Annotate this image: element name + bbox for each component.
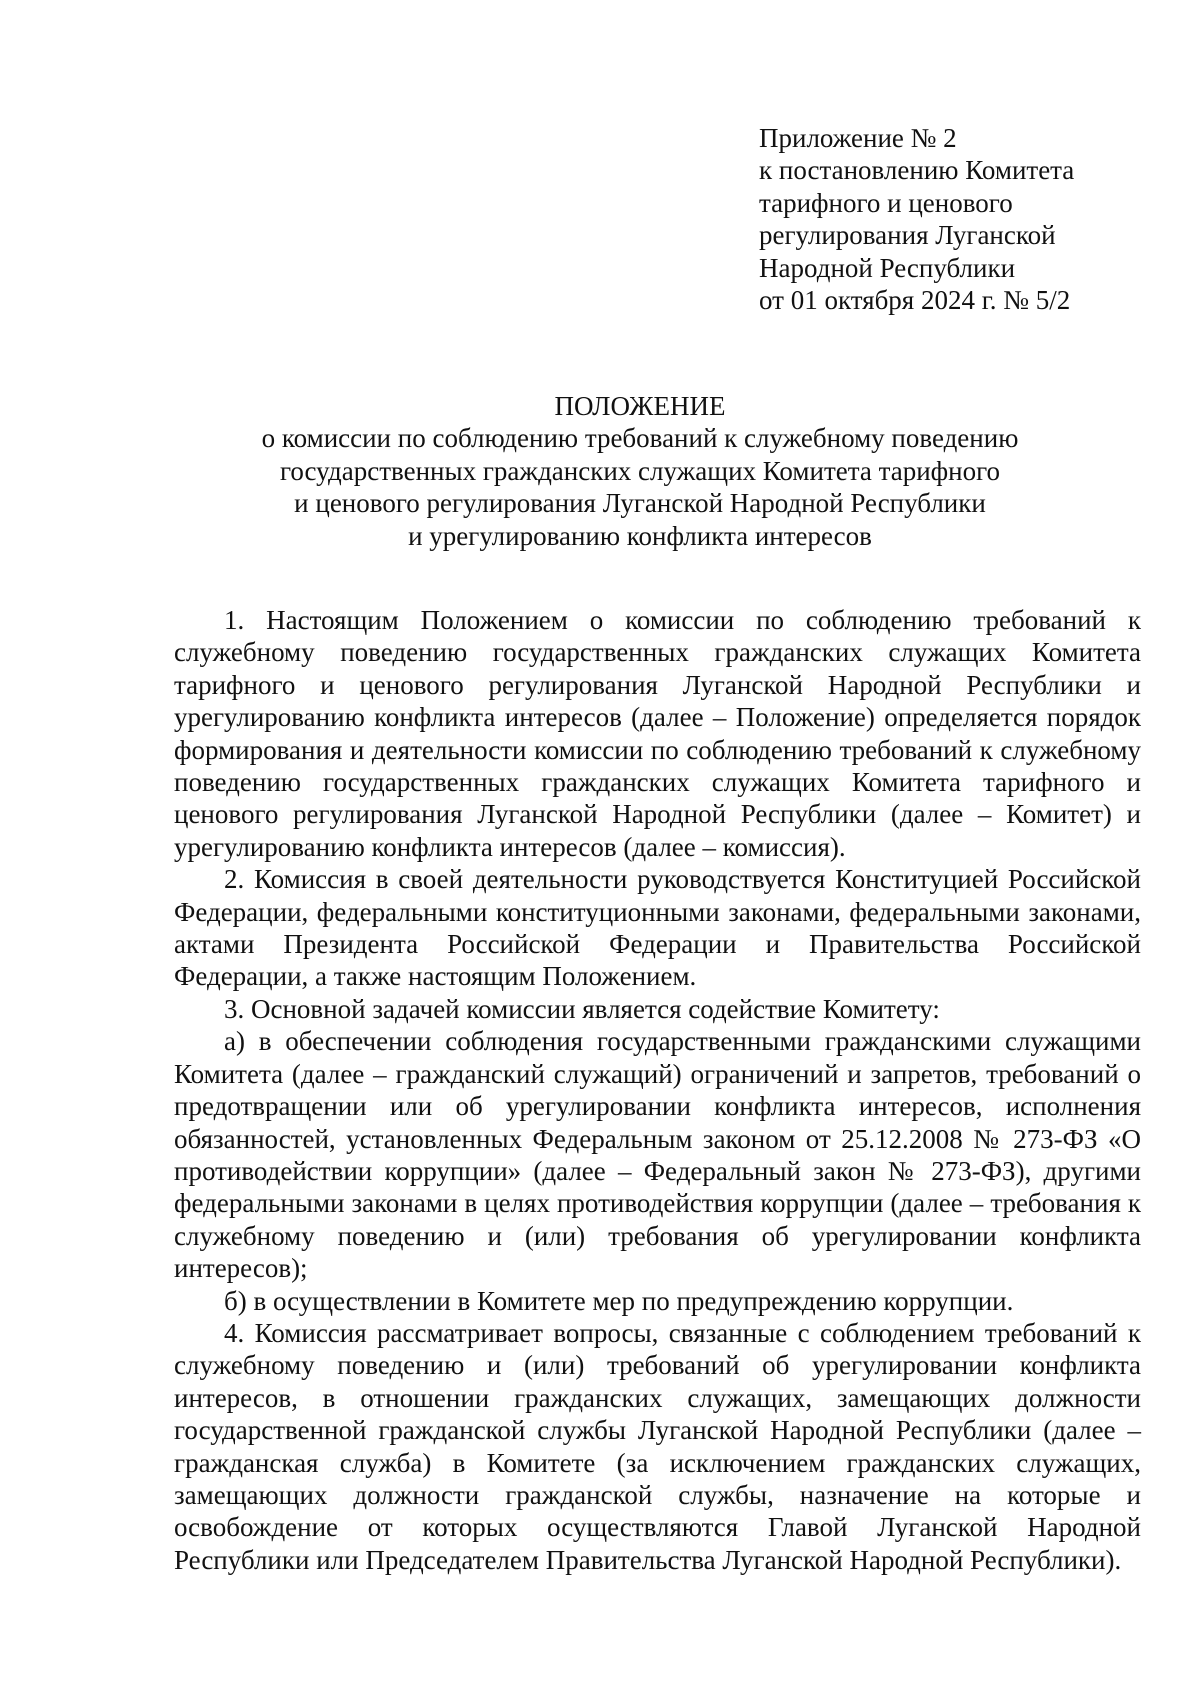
paragraph: 4. Комиссия рассматривает вопросы, связанные с соблюдением требований к служебному поведению и (или) требований об урегулировании конфликта интересов, в отношении гражданских служащих, замещающих должности государственной гражданской службы Луганской Народной Республики (далее – гражданская служба) в Комитете (за исключением гражданских служащих, замещающих должности гражданской службы, назначение на которые и освобождение от которых осуществляются Главой Луганской Народной Республики или Председателем Правительства Луганской Народной Республики). — [174, 1317, 1141, 1575]
document-title — [150, 390, 1130, 552]
title-line: и ценового регулирования Луганской Народной Республики — [294, 488, 986, 519]
title-line: государственных гражданских служащих Комитета тарифного — [279, 455, 1001, 486]
paragraph: а) в обеспечении соблюдения государственными гражданскими служащими Комитета (далее – гражданский служащий) ограничений и запретов, требований о предотвращении или об урегулировании конфликта интересов, исполнения обязанностей, установленных Федеральным законом от 25.12.2008 № 273-ФЗ «О противодействии коррупции» (далее – Федеральный закон № 273-ФЗ), другими федеральными законами в целях противодействия коррупции (далее – требования к служебному поведению и (или) требования об урегулировании конфликта интересов); — [174, 1026, 1141, 1284]
annex-header — [759, 122, 1139, 316]
annex-line: тарифного и ценового — [759, 187, 1013, 218]
paragraph: 2. Комиссия в своей деятельности руководствуется Конституцией Российской Федерации, федеральными конституционными законами, федеральными законами, актами Президента Российской Федерации и Правительства Российской Федерации, а также настоящим Положением. — [174, 864, 1141, 992]
annex-line: к постановлению Комитета — [759, 155, 1075, 186]
paragraph: б) в осуществлении в Комитете мер по предупреждению коррупции. — [224, 1285, 1014, 1316]
annex-line: от 01 октября 2024 г. № 5/2 — [759, 285, 1071, 316]
title-heading: ПОЛОЖЕНИЕ — [554, 391, 726, 421]
paragraph: 1. Настоящим Положением о комиссии по соблюдению требований к служебному поведению государственных гражданских служащих Комитета тарифного и ценового регулирования Луганской Народной Республики и урегулированию конфликта интересов (далее – Положение) определяется порядок формирования и деятельности комиссии по соблюдению требований к служебному поведению государственных гражданских служащих Комитета тарифного и ценового регулирования Луганской Народной Республики (далее – Комитет) и урегулированию конфликта интересов (далее – комиссия). — [174, 605, 1141, 862]
title-line: и урегулированию конфликта интересов — [408, 520, 872, 551]
annex-line: Приложение № 2 — [759, 123, 957, 153]
document-body — [174, 604, 1141, 1576]
annex-line: Народной Республики — [759, 252, 1016, 283]
title-line: о комиссии по соблюдению требований к служебному поведению — [261, 423, 1019, 454]
paragraph: 3. Основной задачей комиссии является содействие Комитету: — [224, 993, 940, 1024]
annex-line: регулирования Луганской — [759, 220, 1056, 251]
